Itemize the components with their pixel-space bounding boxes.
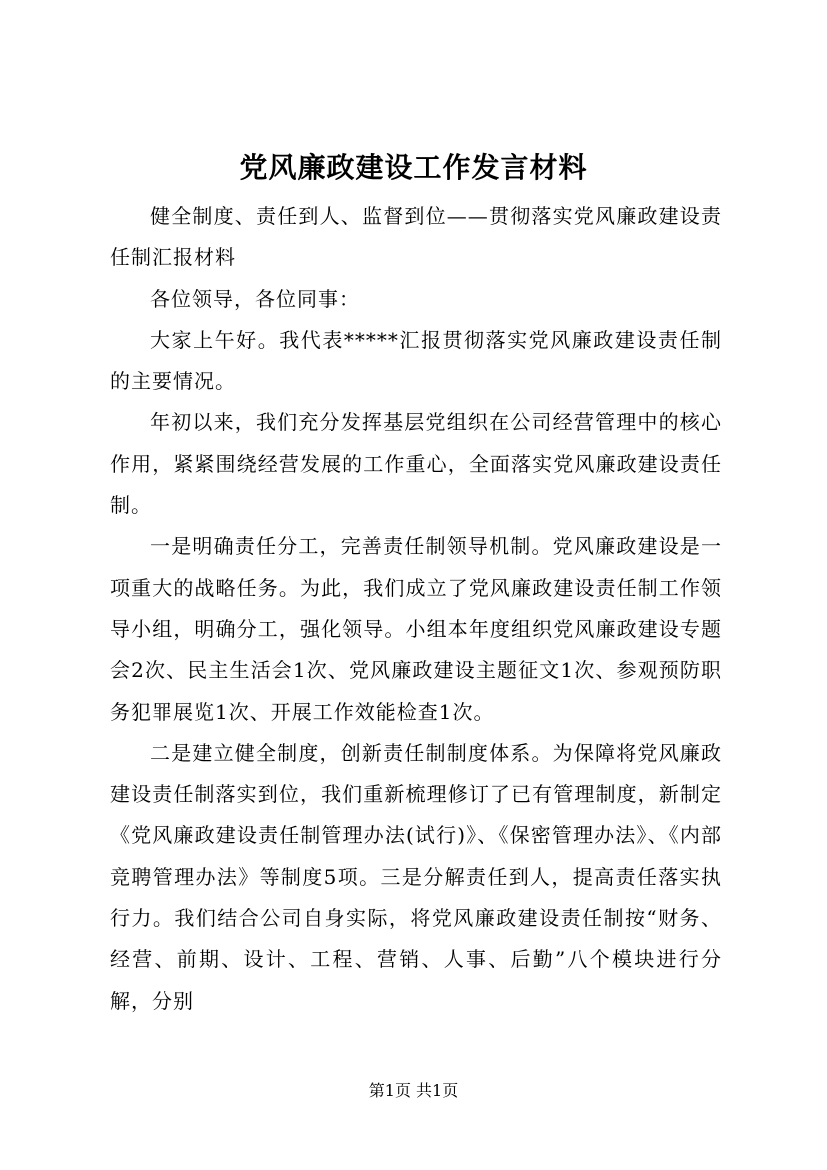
document-body	[110, 196, 722, 1022]
paragraph-point-two: 二是建立健全制度，创新责任制制度体系。为保障将党风廉政建设责任制落实到位，我们重新梳理修订了已有管理制度，新制定《党风廉政建设责任制管理办法(试行)》、《保密管理办法》、《内部竞聘管理办法》等制度5项。三是分解责任到人，提高责任落实执行力。我们结合公司自身实际，将党风廉政建设责任制按“财务、经营、前期、设计、工程、营销、人事、后勤”八个模块进行分解，分别	[110, 740, 722, 1013]
page-footer: 第1页 共1页	[368, 1081, 459, 1100]
paragraph-overview: 年初以来，我们充分发挥基层党组织在公司经营管理中的核心作用，紧紧围绕经营发展的工作重心，全面落实党风廉政建设责任制。	[110, 410, 722, 518]
paragraph-greeting: 大家上午好。我代表*****汇报贯彻落实党风廉政建设责任制的主要情况。	[110, 327, 722, 394]
paragraph-point-one: 一是明确责任分工，完善责任制领导机制。党风廉政建设是一项重大的战略任务。为此，我们成立了党风廉政建设责任制工作领导小组，明确分工，强化领导。小组本年度组织党风廉政建设专题会2次、民主生活会1次、党风廉政建设主题征文1次、参观预防职务犯罪展览1次、开展工作效能检查1次。	[110, 534, 722, 724]
document-title: 党风廉政建设工作发言材料	[239, 151, 588, 184]
paragraph-subtitle: 健全制度、责任到人、监督到位——贯彻落实党风廉政建设责任制汇报材料	[110, 204, 722, 270]
paragraph-salutation: 各位领导，各位同事：	[150, 286, 360, 311]
